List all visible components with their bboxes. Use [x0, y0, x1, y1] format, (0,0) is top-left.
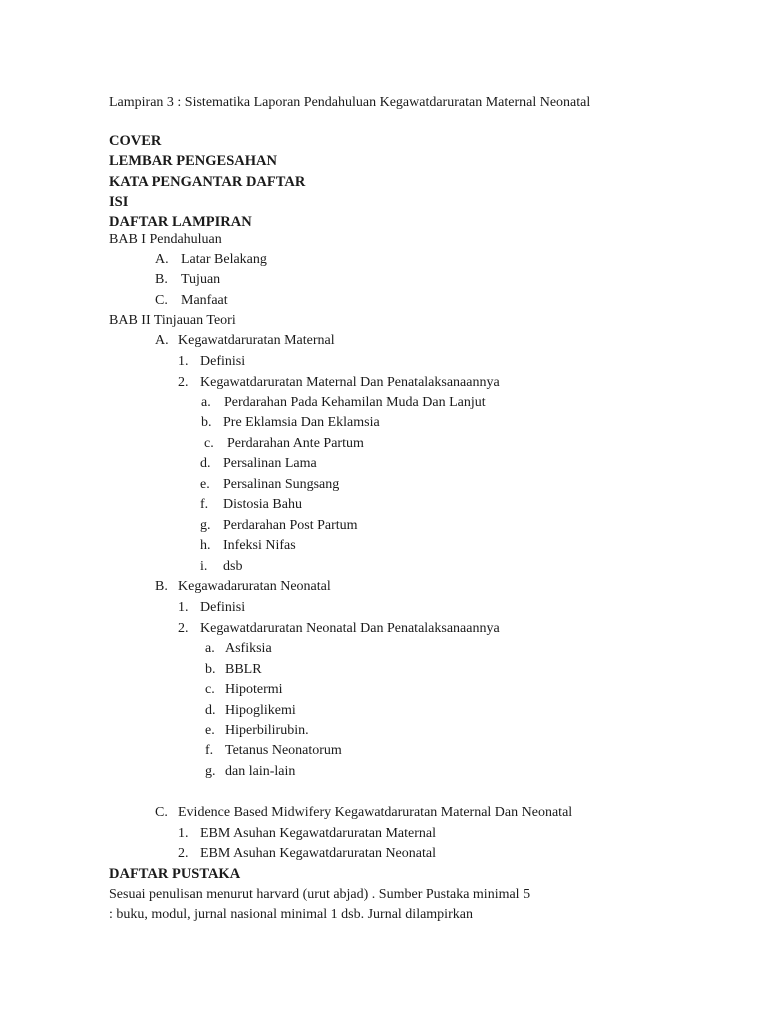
- list-item: [0, 577, 768, 597]
- list-item: [0, 413, 768, 433]
- list-text: Distosia Bahu: [223, 497, 302, 512]
- list-text: Kegawatdaruratan Maternal Dan Penatalaksanaannya: [200, 375, 500, 390]
- list-item: [0, 680, 768, 700]
- list-item: [0, 475, 768, 495]
- list-item: [0, 660, 768, 680]
- list-text: Persalinan Lama: [223, 456, 317, 471]
- list-item: [0, 291, 768, 311]
- pustaka-note-line-1: Sesuai penulisan menurut harvard (urut abjad) . Sumber Pustaka minimal 5: [109, 887, 531, 902]
- list-marker: A.: [155, 252, 169, 267]
- list-text: Perdarahan Post Partum: [223, 518, 358, 533]
- list-text: Persalinan Sungsang: [223, 477, 340, 492]
- bab1-title: BAB I Pendahuluan: [109, 232, 222, 247]
- list-item: [0, 495, 768, 515]
- list-marker: b.: [201, 415, 212, 430]
- list-marker: e.: [205, 723, 215, 738]
- list-marker: A.: [155, 333, 169, 348]
- list-text: Latar Belakang: [181, 252, 267, 267]
- heading-daftar-lampiran: DAFTAR LAMPIRAN: [109, 214, 252, 230]
- heading-kata-pengantar: KATA PENGANTAR DAFTAR: [109, 174, 306, 190]
- list-text: Kegawatdaruratan Maternal: [178, 333, 335, 348]
- list-text: Perdarahan Ante Partum: [227, 436, 364, 451]
- list-marker: C.: [155, 805, 168, 820]
- list-item: [0, 639, 768, 659]
- list-text: EBM Asuhan Kegawatdaruratan Maternal: [200, 826, 436, 841]
- list-text: Infeksi Nifas: [223, 538, 296, 553]
- list-marker: 1.: [178, 354, 189, 369]
- list-text: Hipoglikemi: [225, 703, 296, 718]
- list-item: [0, 270, 768, 290]
- list-marker: 1.: [178, 826, 189, 841]
- list-text: EBM Asuhan Kegawatdaruratan Neonatal: [200, 846, 436, 861]
- list-text: Pre Eklamsia Dan Eklamsia: [223, 415, 380, 430]
- list-item: [0, 803, 768, 823]
- list-marker: 1.: [178, 600, 189, 615]
- list-marker: C.: [155, 293, 168, 308]
- list-marker: B.: [155, 272, 168, 287]
- list-text: Evidence Based Midwifery Kegawatdaruratan Maternal Dan Neonatal: [178, 805, 573, 820]
- list-marker: h.: [200, 538, 211, 553]
- list-text: Perdarahan Pada Kehamilan Muda Dan Lanjut: [224, 395, 486, 410]
- list-item: [0, 352, 768, 372]
- list-marker: d.: [200, 456, 211, 471]
- list-marker: e.: [200, 477, 210, 492]
- list-item: [0, 250, 768, 270]
- heading-cover: COVER: [109, 133, 162, 149]
- list-item: [0, 824, 768, 844]
- list-marker: d.: [205, 703, 216, 718]
- bab2-title: BAB II Tinjauan Teori: [109, 313, 236, 328]
- heading-daftar-pustaka: DAFTAR PUSTAKA: [109, 866, 241, 882]
- list-text: Definisi: [200, 354, 246, 369]
- list-marker: a.: [205, 641, 215, 656]
- list-text: Hipotermi: [225, 682, 283, 697]
- list-item: [0, 598, 768, 618]
- list-item: [0, 536, 768, 556]
- list-marker: 2.: [178, 846, 189, 861]
- heading-lembar-pengesahan: LEMBAR PENGESAHAN: [109, 153, 277, 169]
- list-text: BBLR: [225, 662, 262, 677]
- list-text: Manfaat: [181, 293, 228, 308]
- list-item: [0, 454, 768, 474]
- list-item: [0, 762, 768, 782]
- list-marker: i.: [200, 559, 208, 574]
- list-marker: B.: [155, 579, 168, 594]
- list-item: [0, 721, 768, 741]
- list-item: [0, 741, 768, 761]
- page-title: Lampiran 3 : Sistematika Laporan Pendahuluan Kegawatdaruratan Maternal Neonatal: [109, 95, 591, 110]
- list-marker: 2.: [178, 621, 189, 636]
- list-text: Hiperbilirubin.: [225, 723, 309, 738]
- list-item: [0, 516, 768, 536]
- list-marker: f.: [200, 497, 209, 512]
- list-marker: g.: [205, 764, 216, 779]
- list-marker: 2.: [178, 375, 189, 390]
- list-marker: a.: [201, 395, 211, 410]
- list-text: Tujuan: [181, 272, 221, 287]
- list-marker: b.: [205, 662, 216, 677]
- list-marker: g.: [200, 518, 211, 533]
- list-item: [0, 373, 768, 393]
- list-item: [0, 701, 768, 721]
- list-text: Kegawatdaruratan Neonatal Dan Penatalaksanaannya: [200, 621, 500, 636]
- list-text: dsb: [223, 559, 243, 574]
- list-marker: c.: [204, 436, 214, 451]
- list-item: [0, 331, 768, 351]
- list-item: [0, 844, 768, 864]
- list-text: Kegawadaruratan Neonatal: [178, 579, 331, 594]
- list-text: Definisi: [200, 600, 246, 615]
- list-text: Tetanus Neonatorum: [225, 743, 342, 758]
- list-item: [0, 393, 768, 413]
- list-text: dan lain-lain: [225, 764, 296, 779]
- list-text: Asfiksia: [225, 641, 272, 656]
- list-item: [0, 619, 768, 639]
- list-marker: c.: [205, 682, 215, 697]
- list-item: [0, 434, 768, 454]
- pustaka-note-line-2: : buku, modul, jurnal nasional minimal 1 dsb. Jurnal dilampirkan: [109, 907, 473, 922]
- list-item: [0, 557, 768, 577]
- heading-isi: ISI: [109, 194, 129, 210]
- list-marker: f.: [205, 743, 214, 758]
